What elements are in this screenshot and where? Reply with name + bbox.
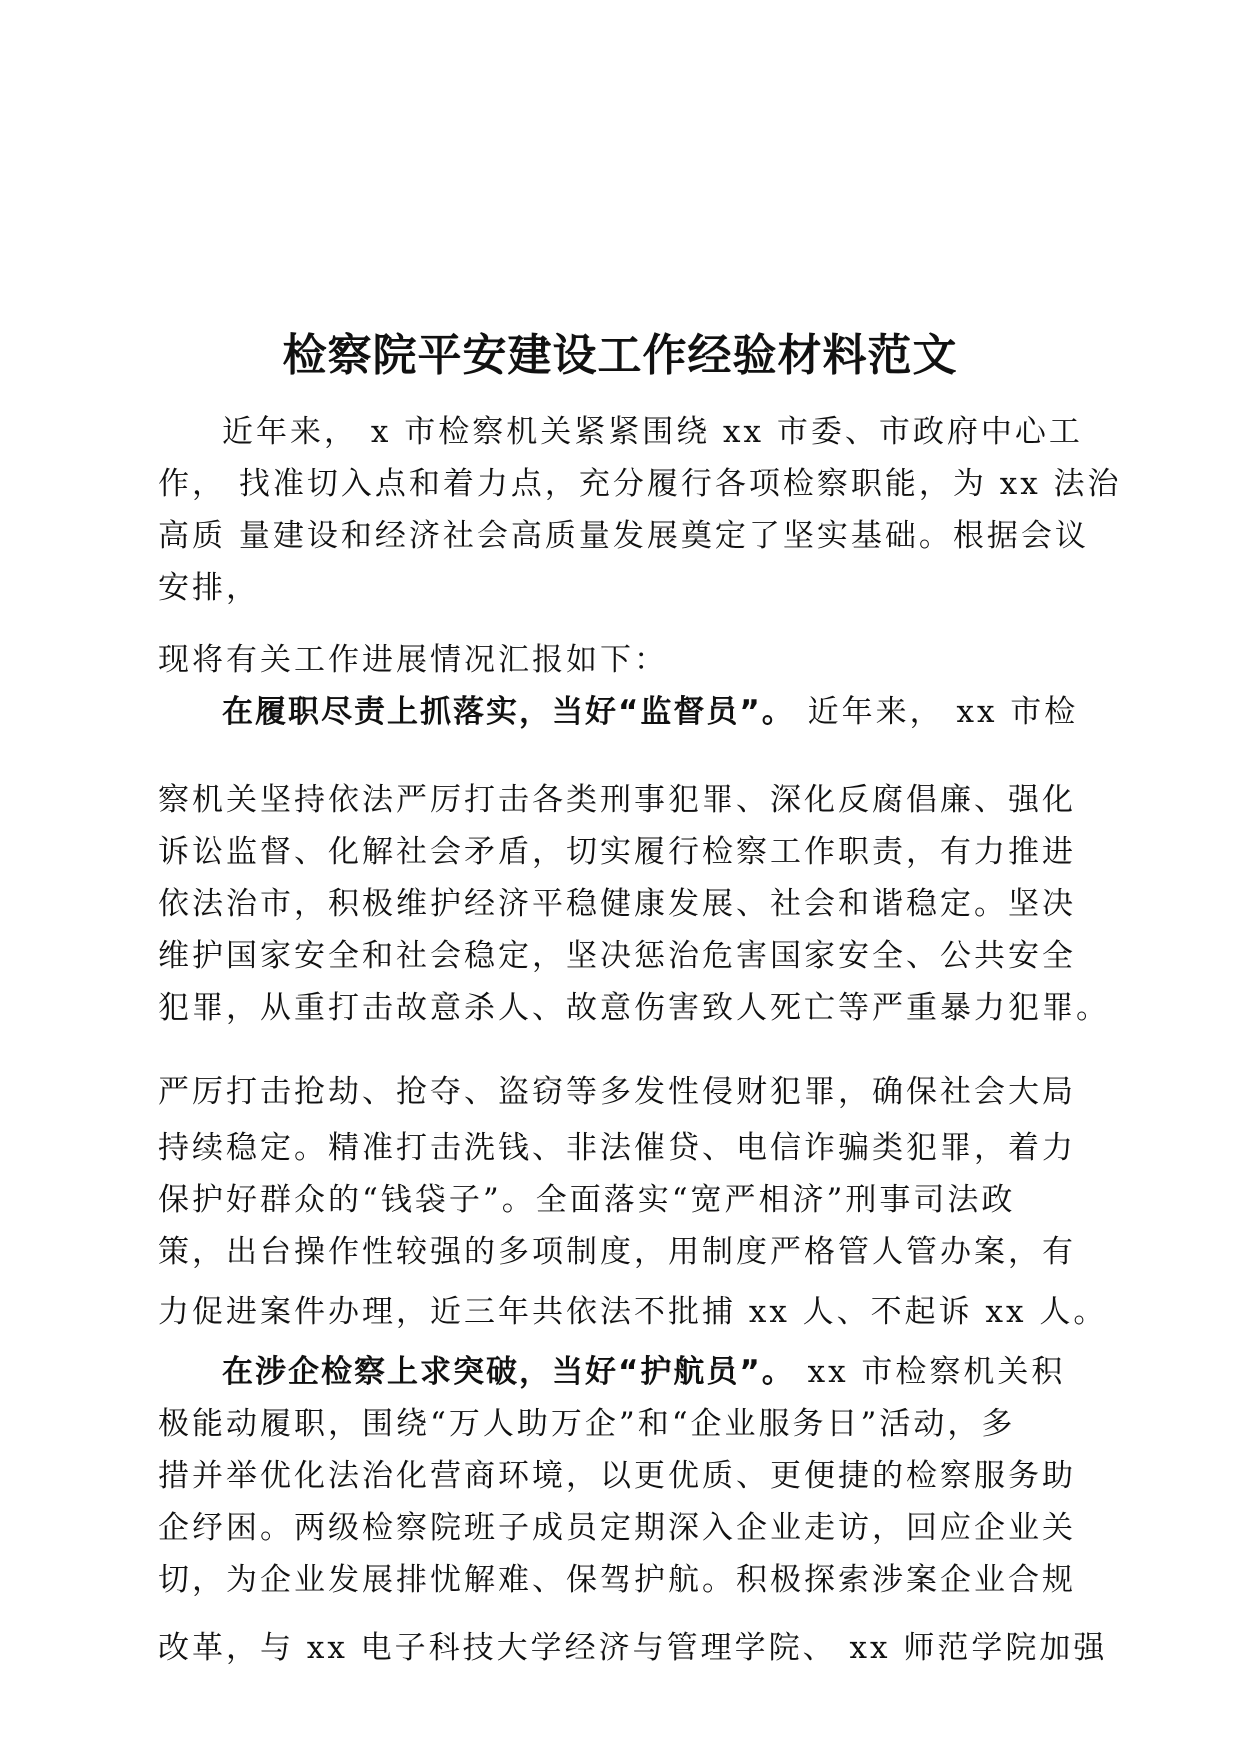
paragraph-line: 高质 量建设和经济社会高质量发展奠定了坚实基础。根据会议 xyxy=(158,518,1089,554)
paragraph-line: 切，为企业发展排忧解难、保驾护航。积极探索涉案企业合规 xyxy=(158,1562,1076,1598)
paragraph-line: 犯罪，从重打击故意杀人、故意伤害致人死亡等严重暴力犯罪。 xyxy=(158,990,1110,1026)
paragraph-line: 作， 找准切入点和着力点，充分履行各项检察职能，为 xx 法治 xyxy=(158,466,1122,502)
paragraph-line: 诉讼监督、化解社会矛盾，切实履行检察工作职责，有力推进 xyxy=(158,834,1076,870)
paragraph-line: 安排， xyxy=(158,570,260,606)
paragraph-line: 极能动履职，围绕“万人助万企”和“企业服务日”活动，多 xyxy=(158,1406,1016,1442)
paragraph-line: 察机关坚持依法严厉打击各类刑事犯罪、深化反腐倡廉、强化 xyxy=(158,782,1076,818)
paragraph-line: 策，出台操作性较强的多项制度，用制度严格管人管办案，有 xyxy=(158,1234,1076,1270)
paragraph-line: 现将有关工作进展情况汇报如下： xyxy=(158,642,668,678)
paragraph-line: 维护国家安全和社会稳定，坚决惩治危害国家安全、公共安全 xyxy=(158,938,1076,974)
section-heading: 在履职尽责上抓落实，当好“监督员”。 xyxy=(222,694,795,730)
document-title: 检察院平安建设工作经验材料范文 xyxy=(282,330,958,381)
paragraph-line: 措并举优化法治化营商环境，以更优质、更便捷的检察服务助 xyxy=(158,1458,1076,1494)
paragraph-text: xx 市检察机关积 xyxy=(794,1354,1066,1390)
paragraph-line: 依法治市，积极维护经济平稳健康发展、社会和谐稳定。坚决 xyxy=(158,886,1076,922)
paragraph-line: 近年来， x 市检察机关紧紧围绕 xx 市委、市政府中心工 xyxy=(222,414,1083,450)
paragraph-line: 持续稳定。精准打击洗钱、非法催贷、电信诈骗类犯罪，着力 xyxy=(158,1130,1076,1166)
section-heading-line xyxy=(222,1352,1065,1392)
paragraph-line: 改革，与 xx 电子科技大学经济与管理学院、 xx 师范学院加强 xyxy=(158,1630,1108,1666)
paragraph-line: 力促进案件办理，近三年共依法不批捕 xx 人、不起诉 xx 人。 xyxy=(158,1294,1108,1330)
section-heading: 在涉企检察上求突破，当好“护航员”。 xyxy=(222,1354,795,1390)
section-heading-line xyxy=(222,692,1078,732)
paragraph-line: 严厉打击抢劫、抢夺、盗窃等多发性侵财犯罪，确保社会大局 xyxy=(158,1074,1076,1110)
paragraph-line: 保护好群众的“钱袋子”。全面落实“宽严相济”刑事司法政 xyxy=(158,1182,1016,1218)
paragraph-text: 近年来， xx 市检 xyxy=(794,694,1079,730)
paragraph-line: 企纾困。两级检察院班子成员定期深入企业走访，回应企业关 xyxy=(158,1510,1076,1546)
